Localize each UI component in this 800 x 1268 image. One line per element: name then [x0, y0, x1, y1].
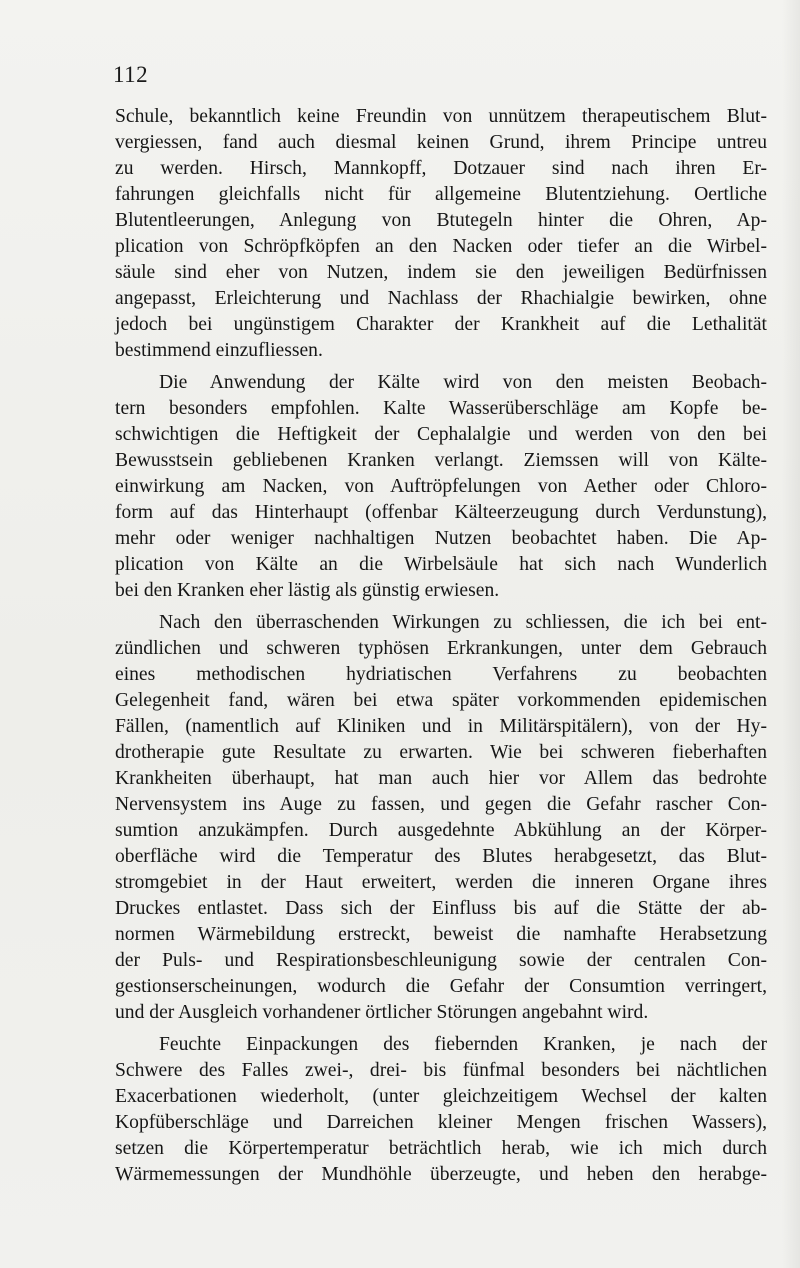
text-line: Kopfüberschläge und Darreichen kleiner Mengen frischen Wassers),: [115, 1112, 767, 1133]
text-line: bestimmend einzufliessen.: [115, 340, 323, 361]
text-line: jedoch bei ungünstigem Charakter der Krankheit auf die Lethalität: [115, 314, 767, 335]
page-edge-shadow: [782, 0, 800, 1268]
text-line: Wärmemessungen der Mundhöhle überzeugte, und heben den herabge-: [115, 1164, 767, 1185]
text-line: säule sind eher von Nutzen, indem sie den jeweiligen Bedürfnissen: [115, 262, 767, 283]
text-line: eines methodischen hydriatischen Verfahrens zu beobachten: [115, 664, 767, 685]
text-line: mehr oder weniger nachhaltigen Nutzen beobachtet haben. Die Ap-: [115, 528, 767, 549]
paragraph: [115, 610, 767, 1026]
text-line: zündlichen und schweren typhösen Erkrankungen, unter dem Gebrauch: [115, 638, 767, 659]
text-line: Gelegenheit fand, wären bei etwa später vorkommenden epidemischen: [115, 690, 767, 711]
text-line: vergiessen, fand auch diesmal keinen Grund, ihrem Principe untreu: [115, 132, 767, 153]
text-line: einwirkung am Nacken, von Auftröpfelungen von Aether oder Chloro-: [115, 476, 767, 497]
text-line: fahrungen gleichfalls nicht für allgemeine Blutentziehung. Oertliche: [115, 184, 767, 205]
text-line: setzen die Körpertemperatur beträchtlich herab, wie ich mich durch: [115, 1138, 767, 1159]
text-line: Fällen, (namentlich auf Kliniken und in Militärspitälern), von der Hy-: [115, 716, 767, 737]
text-line: form auf das Hinterhaupt (offenbar Kälteerzeugung durch Verdunstung),: [115, 502, 767, 523]
paragraph: [115, 370, 767, 604]
text-line: Krankheiten überhaupt, hat man auch hier vor Allem das bedrohte: [115, 768, 767, 789]
text-line: sumtion anzukämpfen. Durch ausgedehnte Abkühlung an der Körper-: [115, 820, 767, 841]
text-line: drotherapie gute Resultate zu erwarten. Wie bei schweren fieberhaften: [115, 742, 767, 763]
paragraph: [115, 1032, 767, 1188]
text-line: plication von Kälte an die Wirbelsäule hat sich nach Wunderlich: [115, 554, 767, 575]
text-line: der Puls- und Respirationsbeschleunigung sowie der centralen Con-: [115, 950, 767, 971]
text-line: bei den Kranken eher lästig als günstig erwiesen.: [115, 580, 500, 601]
page-number: 112: [113, 62, 149, 87]
text-line: Druckes entlastet. Dass sich der Einfluss bis auf die Stätte der ab-: [115, 898, 767, 919]
text-line: Feuchte Einpackungen des fiebernden Kranken, je nach der: [159, 1034, 767, 1055]
text-line: Nervensystem ins Auge zu fassen, und gegen die Gefahr rascher Con-: [115, 794, 767, 815]
text-line: und der Ausgleich vorhandener örtlicher Störungen angebahnt wird.: [115, 1002, 649, 1023]
text-line: schwichtigen die Heftigkeit der Cephalalgie und werden von den bei: [115, 424, 767, 445]
text-line: oberfläche wird die Temperatur des Blutes herabgesetzt, das Blut-: [115, 846, 767, 867]
text-line: plication von Schröpfköpfen an den Nacken oder tiefer an die Wirbel-: [115, 236, 767, 257]
text-line: Schwere des Falles zwei-, drei- bis fünfmal besonders bei nächtlichen: [115, 1060, 767, 1081]
paragraph: [115, 104, 767, 364]
text-line: Schule, bekanntlich keine Freundin von unnützem therapeutischem Blut-: [115, 106, 767, 127]
text-line: zu werden. Hirsch, Mannkopff, Dotzauer sind nach ihren Er-: [115, 158, 767, 179]
text-line: Exacerbationen wiederholt, (unter gleichzeitigem Wechsel der kalten: [115, 1086, 767, 1107]
text-line: stromgebiet in der Haut erweitert, werden die inneren Organe ihres: [115, 872, 767, 893]
text-line: normen Wärmebildung erstreckt, beweist die namhafte Herabsetzung: [115, 924, 767, 945]
text-line: tern besonders empfohlen. Kalte Wasserüberschläge am Kopfe be-: [115, 398, 767, 419]
text-line: Bewusstsein gebliebenen Kranken verlangt. Ziemssen will von Kälte-: [115, 450, 767, 471]
body-text: [115, 104, 767, 1188]
text-line: angepasst, Erleichterung und Nachlass der Rhachialgie bewirken, ohne: [115, 288, 767, 309]
text-line: Blutentleerungen, Anlegung von Btutegeln hinter die Ohren, Ap-: [115, 210, 767, 231]
text-line: gestionserscheinungen, wodurch die Gefahr der Consumtion verringert,: [115, 976, 767, 997]
text-line: Nach den überraschenden Wirkungen zu schliessen, die ich bei ent-: [159, 612, 767, 633]
text-line: Die Anwendung der Kälte wird von den meisten Beobach-: [159, 372, 767, 393]
